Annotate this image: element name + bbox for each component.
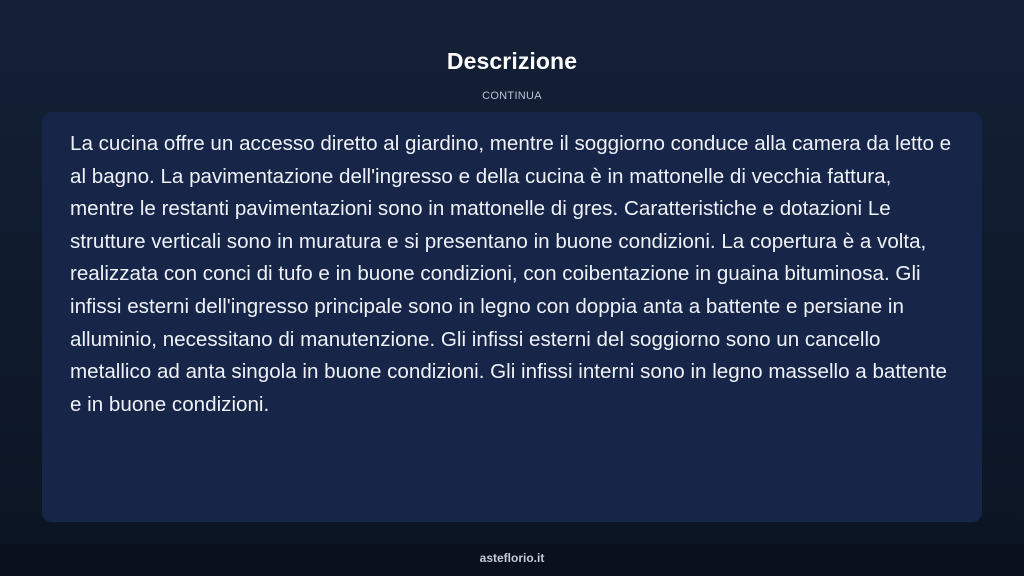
description-text: La cucina offre un accesso diretto al giardino, mentre il soggiorno conduce alla camera da letto e al bagno. La pavimentazione dell'ingresso e della cucina è in mattonelle di vecchia fattura, mentre le restanti pavimentazioni sono in mattonelle di gres. Caratteristiche e dotazioni Le strutture verticali sono in muratura e si presentano in buone condizioni. La copertura è a volta, realizzata con conci di tufo e in buone condizioni, con coibentazione in guaina bituminosa. Gli infissi esterni dell'ingresso principale sono in legno con doppia anta a battente e persiane in alluminio, necessitano di manutenzione. Gli infissi esterni del soggiorno sono un cancello metallico ad anta singola in buone condizioni. Gli infissi interni sono in legno massello a battente e in buone condizioni.: [70, 132, 952, 416]
continue-label: CONTINUA: [482, 90, 542, 102]
page-title: Descrizione: [446, 48, 578, 74]
footer-bar: [0, 544, 1024, 576]
site-name: asteflorio.it: [479, 551, 545, 565]
description-card: [42, 112, 982, 522]
